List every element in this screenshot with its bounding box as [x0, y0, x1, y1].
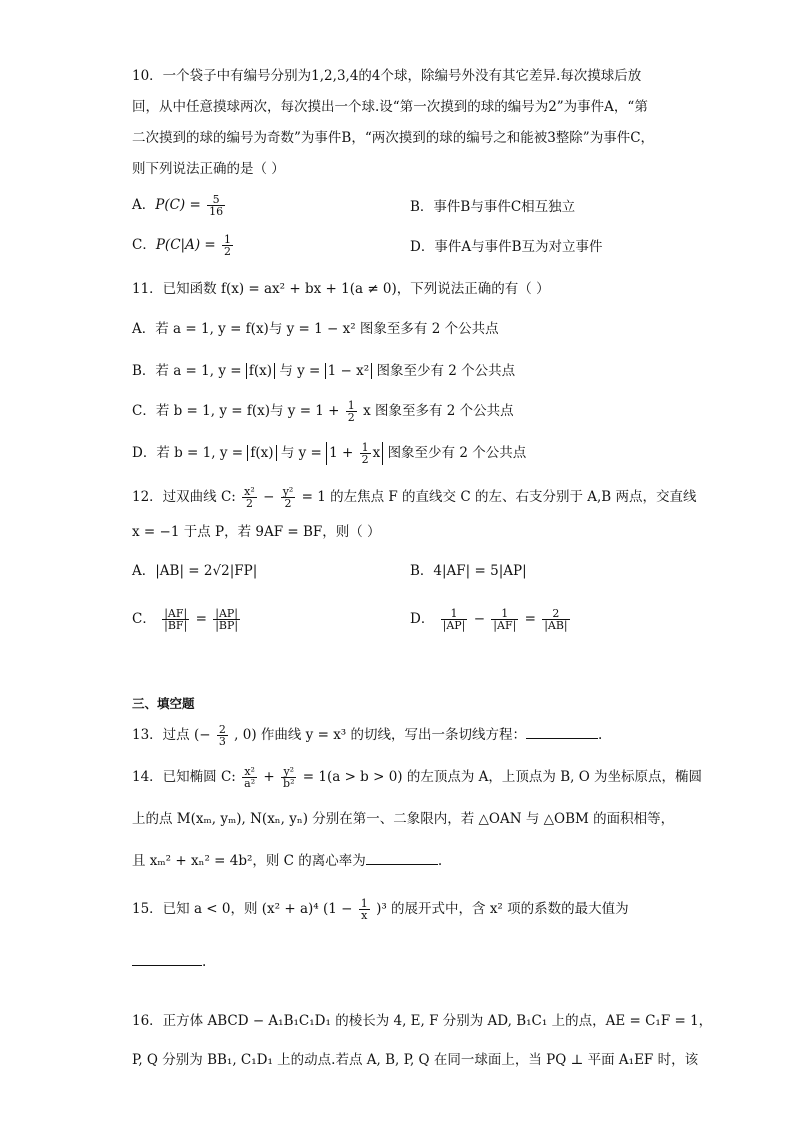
- q14-line-2: 上的点 M(xₘ, yₘ), N(xₙ, yₙ) 分别在第一、二象限内，若 △OAN 与 △OBM 的面积相等，: [132, 811, 675, 827]
- frac-numerator: |AP|: [213, 608, 240, 620]
- q12-d-fraction-3: [542, 608, 569, 631]
- frac-denominator: |AB|: [544, 619, 568, 632]
- q12-d-label: D．: [410, 611, 435, 627]
- q11-d-abs-2: [326, 442, 383, 465]
- q12-option-a: A．|AB| = 2√2|FP|: [132, 563, 258, 579]
- q13-line: [132, 724, 602, 747]
- frac-denominator: 2: [245, 497, 253, 510]
- frac-denominator: |AF|: [493, 619, 517, 632]
- frac-numerator: 1: [224, 233, 231, 246]
- frac-numerator: y²: [282, 485, 294, 498]
- frac-denominator: |BF|: [164, 619, 188, 632]
- q14-fraction-x: [242, 766, 257, 789]
- q10-option-a: [132, 194, 227, 217]
- q11-b-prefix: B．若 a = 1, y =: [132, 363, 242, 379]
- q12-d-equals: =: [524, 611, 536, 627]
- frac-numerator: 2: [218, 723, 226, 736]
- q14-fraction-y: [281, 766, 296, 789]
- frac-numerator: x²: [244, 485, 255, 498]
- q10-line-2: 回，从中任意摸球两次，每次摸出一个球.设“第一次摸到的球的编号为2”为事件A，“第: [132, 99, 648, 115]
- frac-numerator: |AF|: [162, 608, 189, 620]
- frac-denominator: 2: [347, 411, 355, 424]
- q12-option-b: B．4|AF| = 5|AP|: [410, 563, 527, 579]
- frac-numerator: 1: [491, 608, 518, 620]
- frac-denominator: a²: [244, 777, 256, 790]
- q15-prefix: 15．已知 a < 0，则 (x² + a)⁴ (1 −: [132, 901, 353, 917]
- q11-d-fraction: [360, 442, 371, 465]
- q14-line-3: [132, 851, 442, 871]
- q13-suffix: , 0) 作曲线 y = x³ 的切线，写出一条切线方程：: [234, 727, 527, 743]
- section-title: 三、填空题: [132, 696, 195, 711]
- q10-line-1: 10．一个袋子中有编号分别为1,2,3,4的4个球，除编号外没有其它差异.每次摸球后放: [132, 68, 642, 84]
- q10-option-c-fraction: [222, 234, 233, 257]
- q15-answer-blank[interactable]: [132, 953, 202, 966]
- q12-line-2: x = −1 于点 P，若 9AF = BF，则（ ）: [132, 524, 381, 540]
- q11-d-abs2-post: x: [372, 445, 381, 461]
- q10-option-d: D．事件A与事件B互为对立事件: [410, 239, 603, 255]
- frac-numerator: 5: [207, 194, 225, 206]
- frac-denominator: 2: [224, 245, 231, 258]
- q12-d-fraction-1: [441, 608, 468, 631]
- q11-b-mid: 与 y =: [279, 363, 321, 379]
- q14-end: .: [437, 853, 443, 869]
- q11-d-mid: 与 y =: [280, 445, 322, 461]
- frac-numerator: y²: [281, 766, 296, 778]
- q15-fraction: [359, 898, 370, 921]
- frac-numerator: x²: [242, 766, 257, 778]
- frac-numerator: 2: [542, 608, 569, 620]
- q12-option-d: [410, 608, 572, 631]
- q12-fraction-x: [242, 486, 257, 509]
- frac-denominator: 2: [361, 453, 369, 466]
- q14-answer-blank[interactable]: [366, 852, 438, 865]
- q13-answer-blank[interactable]: [526, 726, 598, 739]
- q10-line-3: 二次摸到的球的编号为奇数”为事件B，“两次摸到的球的编号之和能被3整除”为事件C，: [132, 130, 655, 146]
- q11-c-suffix: x 图象至多有 2 个公共点: [363, 403, 514, 419]
- q14-prefix: 14．已知椭圆 C:: [132, 769, 236, 785]
- q11-b-abs-2: 1 − x²: [325, 363, 373, 379]
- q11-option-b: [132, 360, 515, 382]
- q10-option-a-label: A．: [132, 197, 156, 213]
- q12-minus: −: [263, 489, 275, 505]
- q15-suffix: )³ 的展开式中，含 x² 项的系数的最大值为: [376, 901, 629, 917]
- q15-line: [132, 898, 629, 921]
- q14-plus: +: [263, 769, 275, 785]
- frac-denominator: |BP|: [215, 619, 239, 632]
- q12-c-label: C．: [132, 611, 156, 627]
- q11-d-prefix: D．若 b = 1, y =: [132, 445, 244, 461]
- q12-c-fraction-2: [213, 608, 240, 631]
- q16-line-1: 16．正方体 ABCD − A₁B₁C₁D₁ 的棱长为 4, E, F 分别为 AD, B₁C₁ 上的点，AE = C₁F = 1，: [132, 1013, 713, 1029]
- q11-d-abs2-pre: 1 +: [329, 445, 354, 461]
- frac-numerator: 1: [347, 399, 355, 412]
- q15-end: .: [202, 954, 207, 970]
- q12-c-fraction-1: [162, 608, 189, 631]
- q11-d-abs-1: f(x): [247, 445, 276, 461]
- q12-option-c: [132, 608, 242, 631]
- q12-d-fraction-2: [491, 608, 518, 631]
- q16-line-2: P, Q 分别为 BB₁, C₁D₁ 上的动点.若点 A, B, P, Q 在同一球面上，当 PQ ⊥ 平面 A₁EF 时，该: [132, 1052, 699, 1068]
- q10-option-a-expr: P(C) =: [155, 197, 201, 213]
- q12-d-minus: −: [473, 611, 485, 627]
- q12-stem-prefix: 12．过双曲线 C:: [132, 489, 236, 505]
- q11-b-abs-1: f(x): [246, 363, 275, 379]
- q11-stem: 11．已知函数 f(x) = ax² + bx + 1(a ≠ 0)，下列说法正确的有（ ）: [132, 281, 550, 297]
- q13-end: .: [598, 727, 603, 743]
- frac-denominator: |AP|: [442, 619, 466, 632]
- q10-option-c: [132, 234, 235, 257]
- q12-stem-suffix: = 1 的左焦点 F 的直线交 C 的左、右支分别于 A,B 两点，交直线: [301, 489, 697, 505]
- q11-c-fraction: [346, 400, 357, 423]
- q13-fraction: [217, 724, 228, 747]
- q11-option-c: [132, 400, 514, 423]
- q10-option-a-fraction: [207, 194, 225, 217]
- frac-denominator: x: [361, 909, 368, 922]
- q11-c-prefix: C．若 b = 1, y = f(x)与 y = 1 +: [132, 403, 340, 419]
- frac-denominator: 2: [284, 497, 292, 510]
- q10-option-c-label: C．: [132, 237, 156, 253]
- q11-option-d: [132, 442, 526, 465]
- q11-b-suffix: 图象至少有 2 个公共点: [376, 363, 516, 379]
- q10-option-c-expr: P(C|A) =: [155, 237, 216, 253]
- q11-d-suffix: 图象至少有 2 个公共点: [387, 445, 527, 461]
- q12-fraction-y: [281, 486, 296, 509]
- frac-numerator: 1: [361, 441, 369, 454]
- q13-prefix: 13．过点 (−: [132, 727, 211, 743]
- q12-c-equals: =: [195, 611, 207, 627]
- frac-numerator: 1: [441, 608, 468, 620]
- frac-denominator: 3: [218, 735, 226, 748]
- q12-stem: [132, 486, 697, 509]
- frac-numerator: 1: [360, 897, 368, 910]
- frac-denominator: 16: [209, 205, 224, 218]
- q14-suffix: = 1(a > b > 0) 的左顶点为 A，上顶点为 B, O 为坐标原点，椭圆: [302, 769, 703, 785]
- q11-option-a: A．若 a = 1, y = f(x)与 y = 1 − x² 图象至多有 2 个公共点: [132, 321, 499, 337]
- q10-line-4: 则下列说法正确的是（ ）: [132, 161, 285, 177]
- q10-option-b: B．事件B与事件C相互独立: [410, 199, 576, 215]
- q15-answer-line: [132, 952, 206, 972]
- q14-line-1: [132, 766, 702, 789]
- q14-line-3-text: 且 xₘ² + xₙ² = 4b²，则 C 的离心率为: [132, 853, 366, 869]
- frac-denominator: b²: [283, 777, 295, 790]
